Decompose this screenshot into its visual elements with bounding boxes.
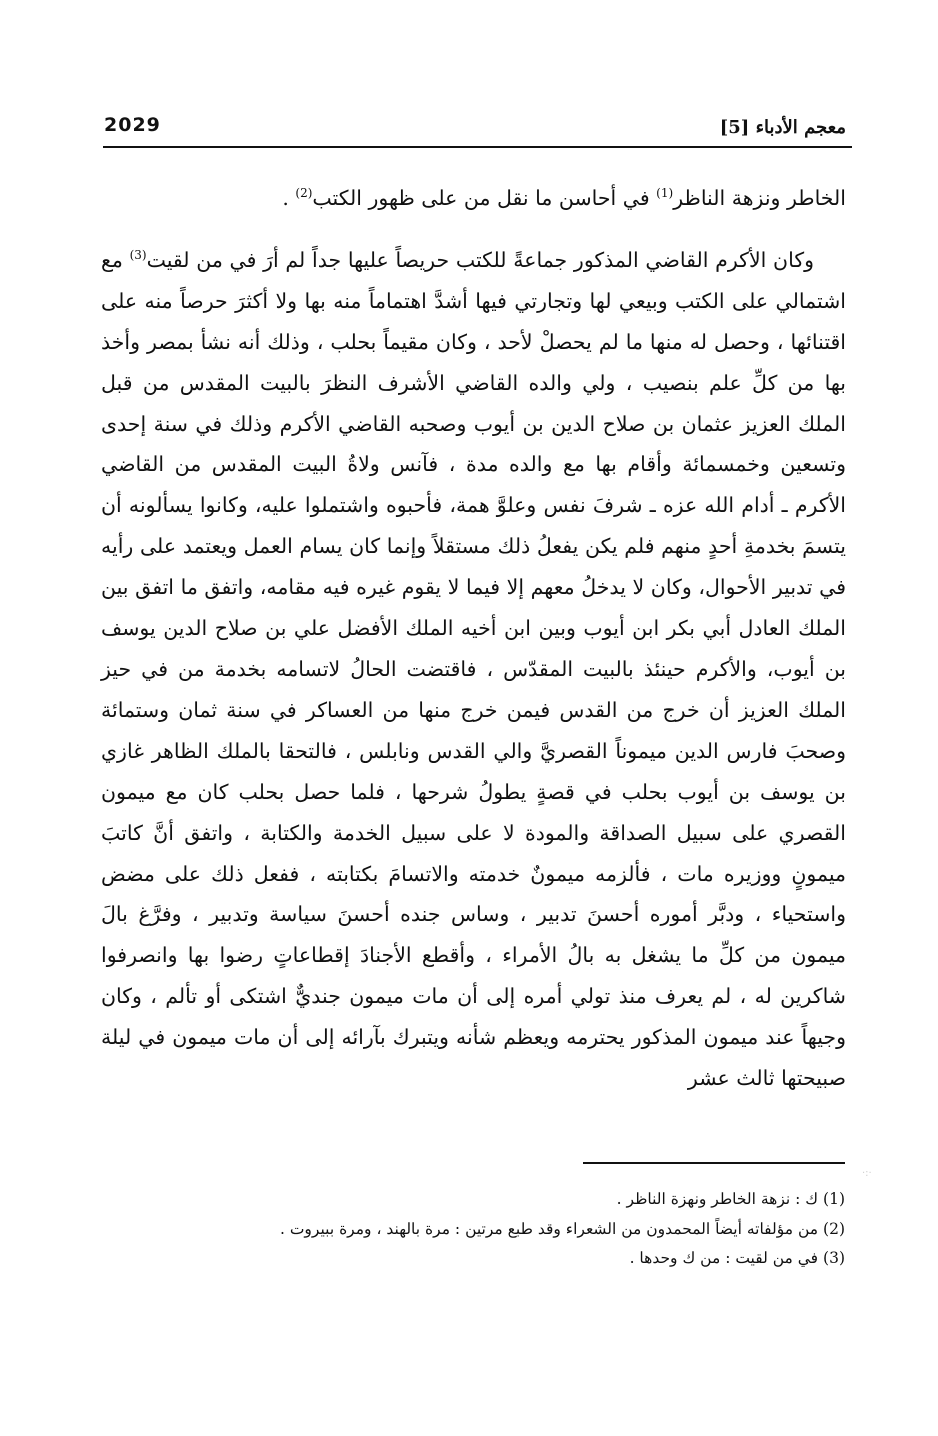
footnote-1: (1) ك : نزهة الخاطر ونهزة الناظر . [616, 1190, 845, 1208]
page-number: 2029 [104, 114, 161, 136]
main-text [101, 178, 846, 1099]
footnote-ref-2: (2) [295, 186, 313, 201]
paragraph-2-text: وكان الأكرم القاضي المذكور جماعةً للكتب حريصاً عليها جداً لم أرَ في من لقيت [146, 247, 814, 272]
paragraph-1-text-cont: في أحاسن ما نقل من على ظهور الكتب [312, 186, 657, 210]
paragraph-1-text: الخاطر ونزهة الناظر [673, 186, 846, 210]
paragraph-1 [101, 178, 846, 219]
paragraph-2 [101, 240, 846, 1099]
header-divider [103, 146, 852, 148]
footnotes [100, 1185, 845, 1274]
paragraph-2-text-cont: مع اشتمالي على الكتب وبيعي لها وتجارتي فيها أشدَّ اهتماماً منه بها ولا أكثرَ حرصاً منه على اقتنائها ، وحصل له منها ما لم يحصلْ لأحد ، وكان مقيماً بحلب ، وذلك أنه نشأ بمصر وأخذ بها من كلِّ علم بنصيب ، ولي والده القاضي الأشرف النظرَ بالبيت المقدس من قبل الملك العزيز عثمان بن صلاح الدين بن أيوب وصحبه القاضي الأكرم وذلك في سنة إحدى وتسعين وخمسمائة وأقام بها مع والده مدة ، فآنس ولاةُ البيت المقدس من القاضي الأكرم ـ أدام الله عزه ـ شرفَ نفس وعلوَّ همة، فأحبوه واشتملوا عليه، وكانوا يسألونه أن يتسمَ بخدمةِ أحدٍ منهم فلم يكن يفعلُ ذلك مستقلاً وإنما كان يسام العمل ويعتمد على رأيه في تدبير الأحوال، وكان لا يدخلُ معهم إلا فيما لا يقوم غيره فيه مقامه، واتفق ما اتفق بين الملك العادل أبي بكر ابن أيوب وبين ابن أخيه الملك الأفضل علي بن صلاح الدين يوسف بن أيوب، والأكرم حينئذ بالبيت المقدّس ، فاقتضت الحالُ لاتسامه بخدمة من في حيز الملك العزيز أن خرج من القدس فيمن خرج منها من العساكر في سنة ثمان وستمائة وصحبَ فارس الدين ميموناً القصريَّ والي القدس ونابلس ، فالتحقا بالملك الظاهر غازي بن يوسف بن أيوب بحلب في قصةٍ يطولُ شرحها ، فلما حصل بحلب كان مع ميمون القصري على سبيل الصداقة والمودة لا على سبيل الخدمة والكتابة ، واتفق أنَّ كاتبَ ميمونٍ ووزيره مات ، فألزمه ميمونٌ خدمته والاتسامَ بكتابته ، ففعل ذلك على مضض واستحياء ، ودبَّر أموره أحسنَ تدبير ، وساس جنده أحسنَ سياسة وتدبير ، وفرَّغ بالَ ميمون من كلِّ ما يشغل به بالُ الأمراء ، وأقطع الأجنادَ إقطاعاتٍ رضوا بها وانصرفوا شاكرين له ، لم يعرف منذ تولي أمره إلى أن مات ميمون جنديٌّ اشتكى أو تألم ، وكان وجيهاً عند ميمون المذكور يحترمه ويعظم شأنه ويتبرك بآرائه إلى أن مات ميمون في ليلة صبيحتها ثالث عشر [101, 247, 846, 1091]
running-title: معجم الأدباء [5] [719, 117, 846, 138]
footnote-ref-1: (1) [656, 186, 674, 201]
paragraph-1-end: . [282, 186, 296, 210]
scan-speck: ·:· [862, 1168, 872, 1179]
footnote-3: (3) في من لقيت : من ك وحدها . [629, 1249, 845, 1267]
footnote-2: (2) من مؤلفاته أيضاً المحمدون من الشعراء وقد طبع مرتين : مرة بالهند ، ومرة ببيروت . [279, 1219, 845, 1238]
footnote-divider [583, 1162, 845, 1164]
footnote-ref-3: (3) [129, 248, 147, 263]
